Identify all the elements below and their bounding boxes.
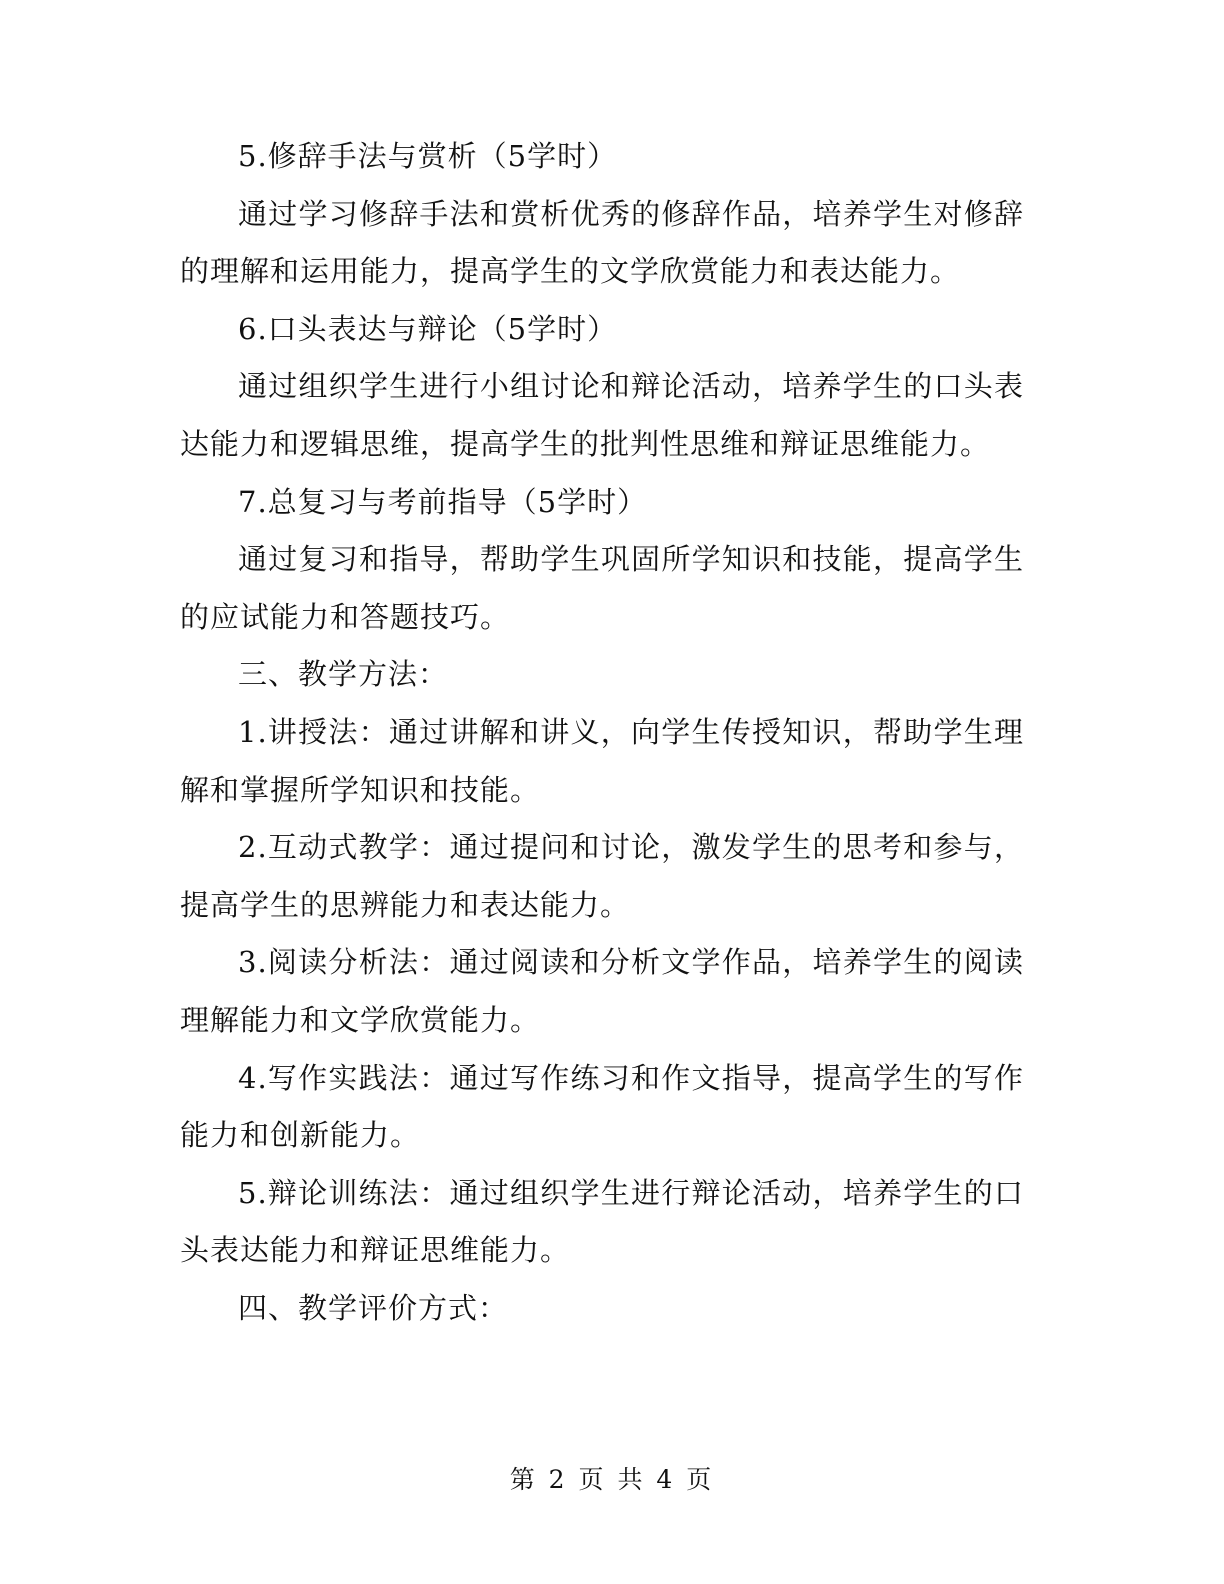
list-item: 2.互动式教学：通过提问和讨论，激发学生的思考和参与，提高学生的思辨能力和表达能力。	[180, 830, 1024, 922]
list-item: 3.阅读分析法：通过阅读和分析文学作品，培养学生的阅读理解能力和文学欣赏能力。	[180, 945, 1024, 1037]
body-paragraph: 通过学习修辞手法和赏析优秀的修辞作品，培养学生对修辞的理解和运用能力，提高学生的文学欣赏能力和表达能力。	[180, 196, 1024, 289]
list-item: 4.写作实践法：通过写作练习和作文指导，提高学生的写作能力和创新能力。	[180, 1060, 1024, 1153]
list-item: 1.讲授法：通过讲解和讲义，向学生传授知识，帮助学生理解和掌握所学知识和技能。	[180, 714, 1024, 807]
body-paragraph: 通过组织学生进行小组讨论和辩论活动，培养学生的口头表达能力和逻辑思维，提高学生的批判性思维和辩证思维能力。	[180, 369, 1024, 461]
chapter-heading: 四、教学评价方式：	[238, 1290, 509, 1325]
section-heading: 5.修辞手法与赏析（5学时）	[238, 139, 618, 173]
document-body	[180, 128, 1024, 1337]
body-paragraph: 通过复习和指导，帮助学生巩固所学知识和技能，提高学生的应试能力和答题技巧。	[180, 542, 1024, 634]
list-item: 5.辩论训练法：通过组织学生进行辩论活动，培养学生的口头表达能力和辩证思维能力。	[180, 1175, 1024, 1268]
page-number-footer: 第 2 页 共 4 页	[509, 1465, 715, 1494]
chapter-heading: 三、教学方法：	[238, 657, 449, 692]
section-heading: 6.口头表达与辩论（5学时）	[238, 311, 618, 346]
section-heading: 7.总复习与考前指导（5学时）	[238, 484, 648, 519]
